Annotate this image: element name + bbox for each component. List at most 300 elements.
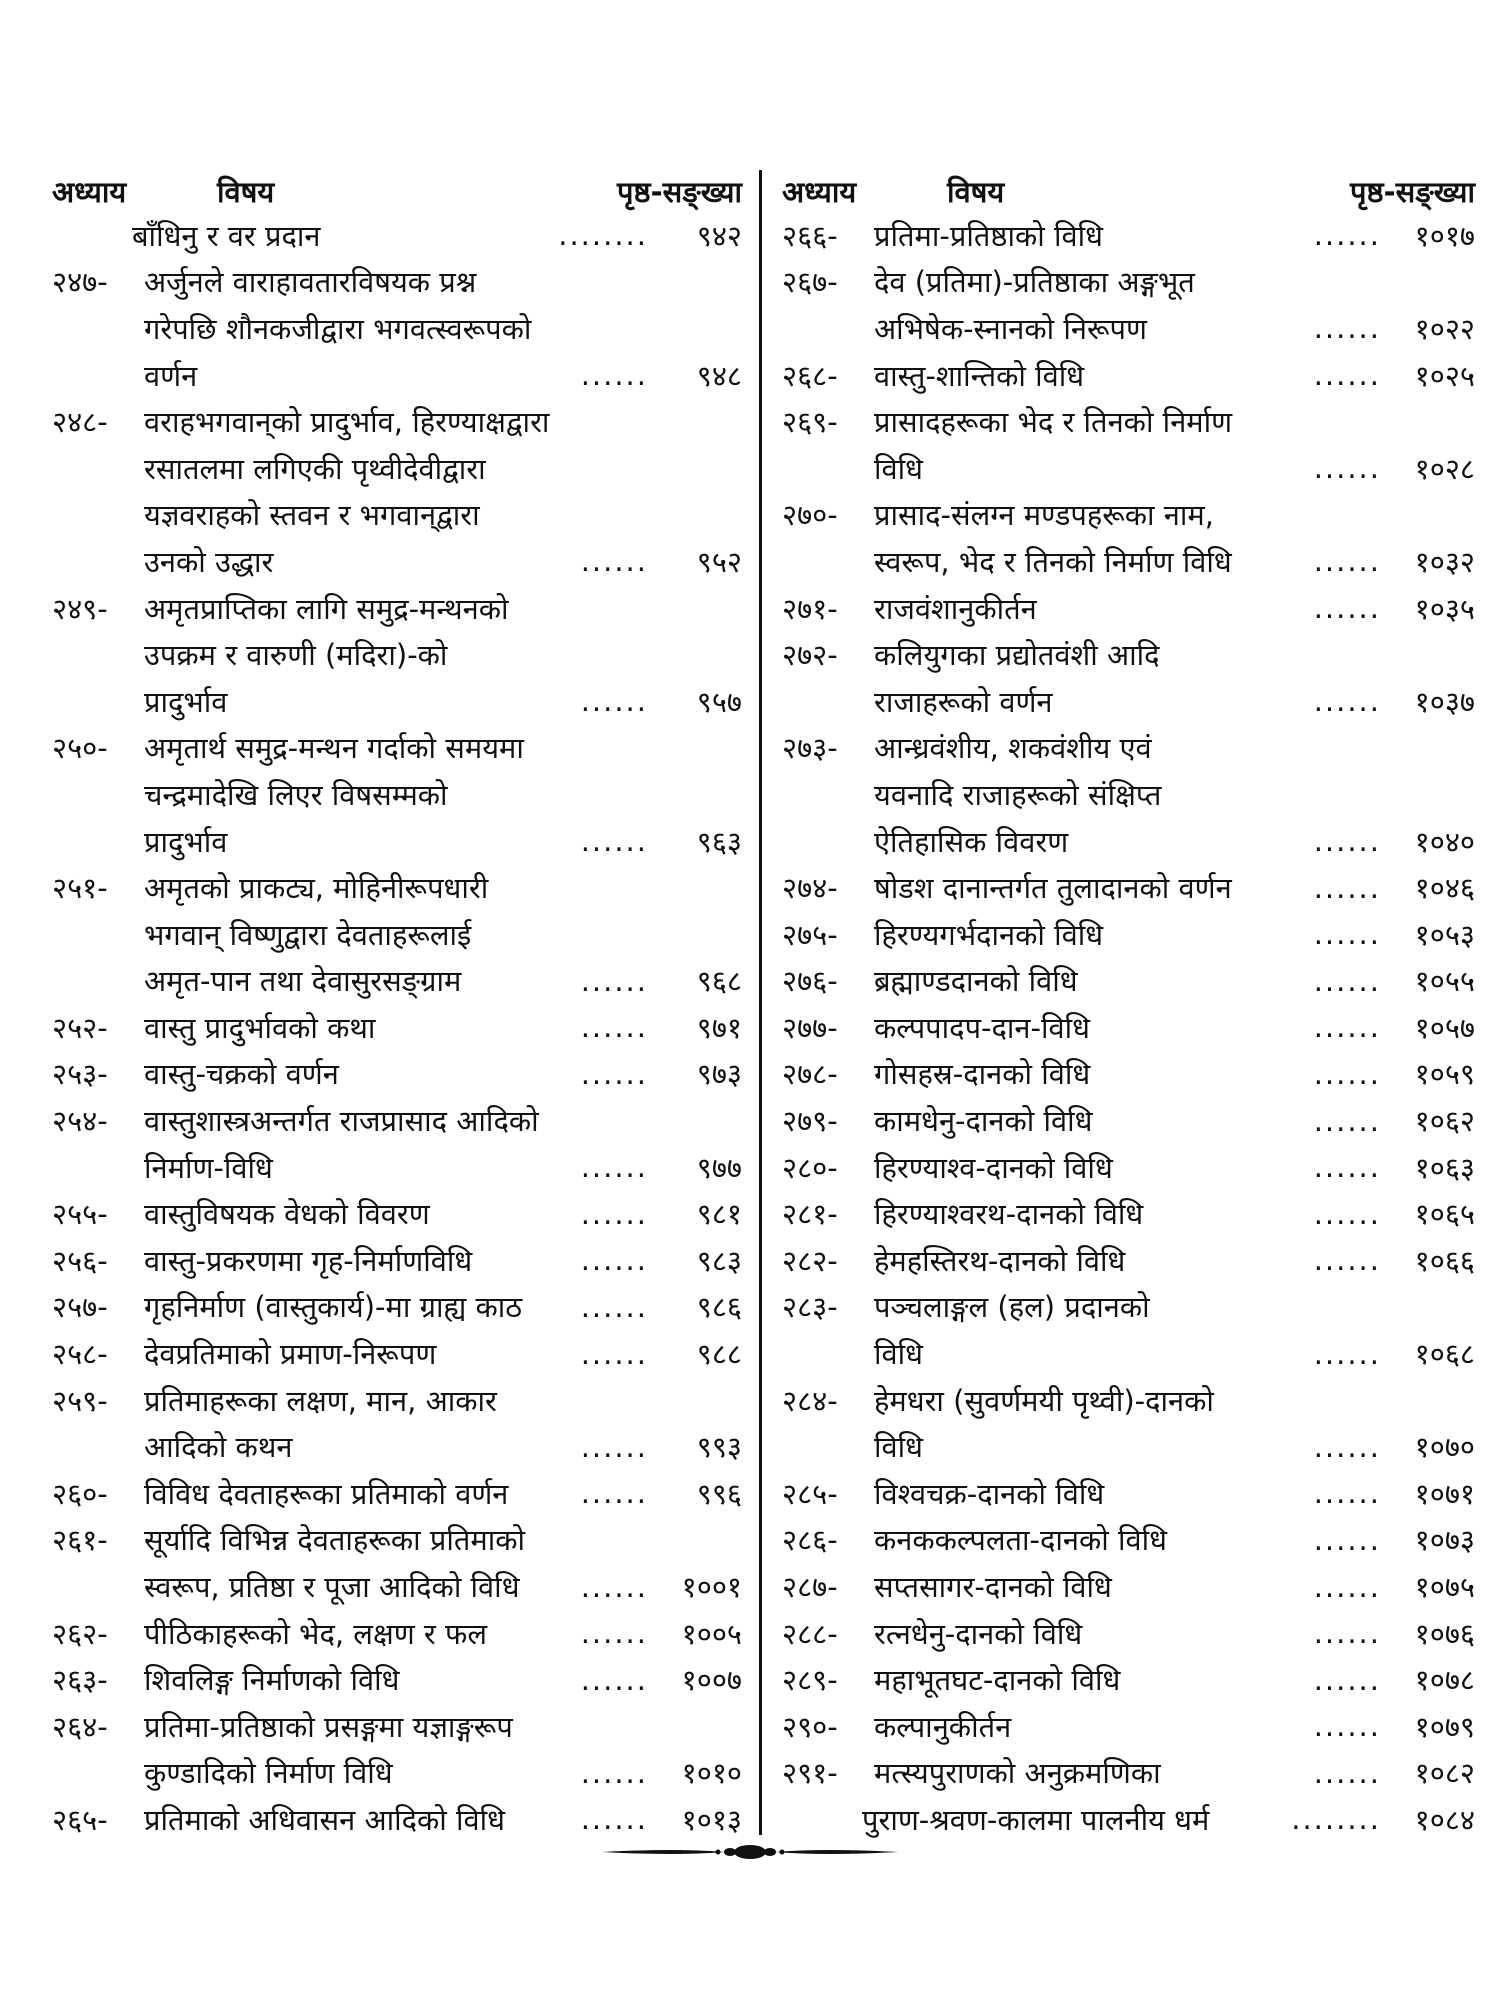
toc-line [52, 585, 742, 632]
dot-leader: ...... [1313, 1056, 1381, 1091]
toc-line [782, 398, 1475, 445]
toc-line [52, 818, 742, 865]
entry-title: वास्तुशास्त्रअन्तर्गत राजप्रासाद आदिको [144, 1104, 539, 1139]
chapter-number: २६७- [782, 265, 838, 300]
right-column [782, 170, 1475, 1843]
page-number: १०१७ [1414, 218, 1475, 253]
entry-title: हेमधरा (सुवर्णमयी पृथ्वी)-दानको [874, 1383, 1214, 1418]
page-number: १०७६ [1414, 1616, 1475, 1651]
toc-line [52, 1750, 742, 1797]
entry-title: स्वरूप, भेद र तिनको निर्माण विधि [874, 544, 1232, 579]
toc-line [52, 1377, 742, 1424]
chapter-number: २६३- [52, 1663, 108, 1698]
page-number: १०८२ [1414, 1756, 1475, 1791]
toc-entry [782, 1051, 1475, 1098]
toc-line [782, 492, 1475, 539]
page-number: १०५९ [1414, 1057, 1475, 1092]
page-number: १०३२ [1414, 544, 1475, 579]
chapter-number: २४९- [52, 591, 108, 626]
dot-leader: ...... [580, 1476, 648, 1511]
chapter-heading: अध्याय [782, 174, 857, 209]
toc-entry [782, 398, 1475, 491]
dot-leader: ...... [1313, 591, 1381, 626]
entry-title: महाभूतघट-दानको विधि [874, 1663, 1121, 1698]
toc-entry [782, 1470, 1475, 1517]
chapter-number: २८७- [782, 1570, 838, 1605]
page-number: १०७८ [1414, 1663, 1475, 1698]
dot-leader: ...... [580, 684, 648, 719]
entry-title: कामधेनु-दानको विधि [874, 1104, 1093, 1139]
toc-entry [52, 1377, 742, 1470]
page-number: ९९३ [696, 1430, 742, 1465]
page-number: १०५३ [1414, 917, 1475, 952]
dot-leader: ...... [1313, 1010, 1381, 1045]
toc-line [52, 212, 742, 259]
chapter-number: २६०- [52, 1476, 108, 1511]
chapter-number: २८६- [782, 1523, 838, 1558]
entry-title: भगवान् विष्णुद्वारा देवताहरूलाई [144, 917, 472, 952]
toc-line [782, 771, 1475, 818]
toc-line [52, 958, 742, 1005]
toc-entry [782, 911, 1475, 958]
page-number: ९६८ [696, 964, 742, 999]
page-ornament [600, 1835, 900, 1869]
toc-entry [782, 1190, 1475, 1237]
chapter-number: २७८- [782, 1057, 838, 1092]
toc-line [782, 1610, 1475, 1657]
page-number: १००१ [681, 1570, 742, 1605]
toc-line [52, 1563, 742, 1610]
entry-title: वर्णन [144, 358, 198, 393]
entry-title: अमृतको प्राकट्य, मोहिनीरूपधारी [144, 871, 489, 906]
chapter-number: २७७- [782, 1010, 838, 1045]
left-entries-list [52, 212, 742, 1843]
dot-leader: ...... [580, 1243, 648, 1278]
entry-title: निर्माण-विधि [144, 1150, 273, 1185]
toc-entry [782, 1237, 1475, 1284]
toc-entry [782, 1144, 1475, 1191]
chapter-number: २८१- [782, 1197, 838, 1232]
toc-line [52, 398, 742, 445]
toc-line [52, 1004, 742, 1051]
entry-title: आदिको कथन [144, 1430, 293, 1465]
page-number: १०६२ [1414, 1104, 1475, 1139]
chapter-number: २५२- [52, 1010, 108, 1045]
toc-line [782, 538, 1475, 585]
toc-line [782, 305, 1475, 352]
dot-leader: ...... [1313, 684, 1381, 719]
page-number: ९४२ [696, 218, 742, 253]
toc-line [52, 1190, 742, 1237]
toc-line [782, 1703, 1475, 1750]
toc-line [52, 1051, 742, 1098]
toc-line [782, 678, 1475, 725]
toc-entry [782, 1703, 1475, 1750]
page-number: १००७ [681, 1663, 742, 1698]
entry-title: विविध देवताहरूका प्रतिमाको वर्णन [144, 1476, 509, 1511]
entry-title: प्रादुर्भाव [144, 684, 228, 719]
page-heading: पृष्ठ-सङ्ख्या [617, 174, 742, 209]
chapter-number: २७६- [782, 964, 838, 999]
chapter-number: २७२- [782, 638, 838, 673]
toc-line [782, 1656, 1475, 1703]
entry-title: गरेपछि शौनकजीद्वारा भगवत्स्वरूपको [144, 311, 532, 346]
page-number: १०७९ [1414, 1709, 1475, 1744]
toc-line [782, 1470, 1475, 1517]
chapter-number: २५८- [52, 1337, 108, 1372]
page-number: ९४८ [696, 358, 742, 393]
toc-entry [782, 1610, 1475, 1657]
entry-title: बाँधिनु र वर प्रदान [132, 218, 321, 253]
toc-line [52, 445, 742, 492]
page-number: १०५५ [1414, 964, 1475, 999]
dot-leader: ...... [580, 1150, 648, 1185]
toc-line [52, 678, 742, 725]
chapter-number: २५४- [52, 1104, 108, 1139]
chapter-number: २७५- [782, 917, 838, 952]
entry-title: अमृतार्थ समुद्र-मन्थन गर्दाको समयमा [144, 731, 524, 766]
entry-title: सूर्यादि विभिन्न देवताहरूका प्रतिमाको [144, 1523, 526, 1558]
toc-line [782, 1330, 1475, 1377]
chapter-number: २५९- [52, 1383, 108, 1418]
chapter-number: २५१- [52, 871, 108, 906]
dot-leader: ...... [1313, 1616, 1381, 1651]
dot-leader: ...... [580, 1289, 648, 1324]
entry-title: प्रासाद-संलग्न मण्डपहरूका नाम, [874, 498, 1214, 533]
toc-entry [782, 1284, 1475, 1377]
page-number: १०६३ [1414, 1150, 1475, 1185]
chapter-number: २७४- [782, 871, 838, 906]
entry-title: रत्नधेनु-दानको विधि [874, 1616, 1083, 1651]
entry-title: कुण्डादिको निर्माण विधि [144, 1756, 393, 1791]
toc-entry [782, 1004, 1475, 1051]
toc-entry [52, 398, 742, 584]
dot-leader: ...... [580, 1802, 648, 1837]
entry-title: प्रतिमा-प्रतिष्ठाको प्रसङ्गमा यज्ञाङ्गरूप [144, 1709, 513, 1744]
page-number: ९७१ [696, 1010, 742, 1045]
entry-title: ऐतिहासिक विवरण [874, 824, 1069, 859]
toc-line [52, 305, 742, 352]
subject-heading: विषय [217, 174, 275, 209]
page-number: १०७३ [1414, 1523, 1475, 1558]
chapter-number: २५५- [52, 1197, 108, 1232]
page-number: १०६५ [1414, 1197, 1475, 1232]
toc-entry [52, 864, 742, 1004]
toc-line [782, 352, 1475, 399]
toc-line [52, 352, 742, 399]
toc-entry [52, 1517, 742, 1610]
toc-entry [52, 1330, 742, 1377]
entry-title: पञ्चलाङ्गल (हल) प्रदानको [874, 1290, 1150, 1325]
toc-line [52, 1423, 742, 1470]
chapter-number: २८०- [782, 1150, 838, 1185]
entry-title: प्रतिमाको अधिवासन आदिको विधि [144, 1802, 505, 1837]
entry-title: अभिषेक-स्नानको निरूपण [874, 311, 1147, 346]
dot-leader: ...... [1313, 870, 1381, 905]
toc-line [52, 771, 742, 818]
entry-title: विधि [874, 1337, 923, 1372]
page-number: १०५७ [1414, 1010, 1475, 1045]
toc-entry [782, 1563, 1475, 1610]
toc-line [52, 631, 742, 678]
toc-line [782, 1237, 1475, 1284]
toc-line [52, 259, 742, 306]
page-number: १०६६ [1414, 1243, 1475, 1278]
toc-line [782, 1423, 1475, 1470]
entry-title: वास्तु-चक्रको वर्णन [144, 1057, 339, 1092]
toc-line [782, 1517, 1475, 1564]
chapter-number: २९०- [782, 1709, 838, 1744]
entry-title: वराहभगवान्‌को प्रादुर्भाव, हिरण्याक्षद्वारा [144, 405, 550, 440]
dot-leader: ...... [1313, 1429, 1381, 1464]
toc-entry [52, 1703, 742, 1796]
toc-entry [782, 259, 1475, 352]
toc-entry [782, 492, 1475, 585]
toc-entry [52, 585, 742, 725]
entry-title: रसातलमा लगिएकी पृथ्वीदेवीद्वारा [144, 451, 486, 486]
page-number: ९९६ [696, 1476, 742, 1511]
entry-title: पुराण-श्रवण-कालमा पालनीय धर्म [862, 1802, 1210, 1837]
dot-leader: ...... [1313, 1243, 1381, 1278]
toc-entry [782, 864, 1475, 911]
entry-title: हेमहस्तिरथ-दानको विधि [874, 1243, 1126, 1278]
toc-line [782, 1563, 1475, 1610]
dot-leader: ...... [580, 1056, 648, 1091]
entry-title: ब्रह्माण्डदानको विधि [874, 964, 1078, 999]
dot-leader: ...... [1313, 1336, 1381, 1371]
toc-line [782, 725, 1475, 772]
dot-leader: ...... [1313, 218, 1381, 253]
dot-leader: ...... [1313, 311, 1381, 346]
page-number: १०३७ [1414, 684, 1475, 719]
page-number: १०८४ [1414, 1802, 1475, 1837]
dot-leader: ...... [580, 1010, 648, 1045]
chapter-number: २४७- [52, 265, 108, 300]
entry-title: गोसहस्र-दानको विधि [874, 1057, 1091, 1092]
toc-line [52, 1144, 742, 1191]
dot-leader: ...... [1313, 1103, 1381, 1138]
toc-entry [782, 725, 1475, 865]
toc-line [782, 1377, 1475, 1424]
dot-leader: ........ [1291, 1802, 1381, 1837]
entry-title: यवनादि राजाहरूको संक्षिप्त [874, 777, 1162, 812]
page-number: ९५२ [696, 544, 742, 579]
toc-line [782, 445, 1475, 492]
entry-title: कनककल्पलता-दानको विधि [874, 1523, 1167, 1558]
toc-entry [52, 1237, 742, 1284]
chapter-number: २५३- [52, 1057, 108, 1092]
toc-line [782, 259, 1475, 306]
chapter-number: २८८- [782, 1616, 838, 1651]
toc-line [782, 1144, 1475, 1191]
dot-leader: ...... [1313, 1709, 1381, 1744]
column-divider [759, 170, 762, 1835]
toc-line [782, 911, 1475, 958]
entry-title: वास्तु प्रादुर्भावको कथा [144, 1010, 376, 1045]
toc-entry [782, 1097, 1475, 1144]
entry-title: विश्वचक्र-दानको विधि [874, 1476, 1105, 1511]
toc-line [782, 1750, 1475, 1797]
page-number: ९८१ [696, 1197, 742, 1232]
chapter-number: २७३- [782, 731, 838, 766]
chapter-number: २७१- [782, 591, 838, 626]
toc-entry [782, 585, 1475, 632]
page-number: ९८६ [696, 1290, 742, 1325]
entry-title: यज्ञवराहको स्तवन र भगवान्‌द्वारा [144, 498, 480, 533]
dot-leader: ...... [580, 963, 648, 998]
entry-title: उनको उद्धार [144, 544, 274, 579]
dot-leader: ...... [580, 1429, 648, 1464]
toc-line [782, 1284, 1475, 1331]
toc-line [782, 212, 1475, 259]
toc-entry [782, 1377, 1475, 1470]
page-number: १०६८ [1414, 1337, 1475, 1372]
chapter-number: २५०- [52, 731, 108, 766]
entry-title: प्रादुर्भाव [144, 824, 228, 859]
entry-title: अर्जुनले वाराहावतारविषयक प्रश्न [144, 265, 477, 300]
dot-leader: ...... [1313, 917, 1381, 952]
right-entries-list [782, 212, 1475, 1843]
page-number: १०७१ [1414, 1476, 1475, 1511]
toc-line [52, 725, 742, 772]
chapter-number: २८४- [782, 1383, 838, 1418]
page-number: १०१३ [681, 1802, 742, 1837]
chapter-number: २४८- [52, 405, 108, 440]
page-number: १०७५ [1414, 1570, 1475, 1605]
dot-leader: ...... [1313, 544, 1381, 579]
toc-entry [782, 1517, 1475, 1564]
dot-leader: ...... [580, 358, 648, 393]
entry-title: वास्तु-शान्तिको विधि [874, 358, 1085, 393]
entry-title: वास्तुविषयक वेधको विवरण [144, 1197, 430, 1232]
toc-line [52, 1610, 742, 1657]
column-header [782, 170, 1475, 212]
toc-entry [782, 212, 1475, 259]
dot-leader: ...... [1313, 1569, 1381, 1604]
page-number: ९७७ [696, 1150, 742, 1185]
toc-line [782, 1004, 1475, 1051]
toc-entry [52, 725, 742, 865]
entry-title: अमृतप्राप्तिका लागि समुद्र-मन्थनको [144, 591, 509, 626]
toc-line [782, 1190, 1475, 1237]
entry-title: षोडश दानान्तर्गत तुलादानको वर्णन [874, 871, 1232, 906]
page-number: १०२२ [1414, 311, 1475, 346]
toc-line [782, 958, 1475, 1005]
entry-title: देव (प्रतिमा)-प्रतिष्ठाका अङ्गभूत [874, 265, 1195, 300]
page-number: १०२८ [1414, 451, 1475, 486]
toc-line [52, 1703, 742, 1750]
dot-leader: ...... [1313, 1755, 1381, 1790]
toc-line [52, 1097, 742, 1144]
toc-line [52, 1656, 742, 1703]
page-number: ९६३ [696, 824, 742, 859]
toc-line [52, 1284, 742, 1331]
page-number: १००५ [681, 1616, 742, 1651]
entry-title: प्रासादहरूका भेद र तिनको निर्माण [874, 405, 1233, 440]
entry-title: हिरण्याश्वरथ-दानको विधि [874, 1197, 1144, 1232]
entry-title: प्रतिमाहरूका लक्षण, मान, आकार [144, 1383, 497, 1418]
entry-title: स्वरूप, प्रतिष्ठा र पूजा आदिको विधि [144, 1570, 520, 1605]
toc-line [52, 911, 742, 958]
entry-title: अमृत-पान तथा देवासुरसङ्ग्राम [144, 964, 462, 999]
toc-line [782, 631, 1475, 678]
entry-title: देवप्रतिमाको प्रमाण-निरूपण [144, 1337, 437, 1372]
column-header [52, 170, 742, 212]
entry-title: वास्तु-प्रकरणमा गृह-निर्माणविधि [144, 1243, 473, 1278]
entry-title: शिवलिङ्ग निर्माणको विधि [144, 1663, 400, 1698]
page-number: १०१० [681, 1756, 742, 1791]
toc-line [782, 864, 1475, 911]
page-number: १०२५ [1414, 358, 1475, 393]
entry-title: कलियुगका प्रद्योतवंशी आदि [874, 638, 1160, 673]
page-heading: पृष्ठ-सङ्ख्या [1350, 174, 1475, 209]
chapter-number: २५७- [52, 1290, 108, 1325]
page-number: ९५७ [696, 684, 742, 719]
dot-leader: ...... [580, 1755, 648, 1790]
toc-entry [52, 1470, 742, 1517]
page-number: ९७३ [696, 1057, 742, 1092]
chapter-heading: अध्याय [52, 174, 127, 209]
page-number: ९८८ [696, 1337, 742, 1372]
toc-line [52, 1330, 742, 1377]
entry-title: हिरण्यगर्भदानको विधि [874, 917, 1104, 952]
dot-leader: ...... [1313, 1522, 1381, 1557]
dot-leader: ...... [1313, 358, 1381, 393]
dot-leader: ...... [1313, 1196, 1381, 1231]
toc-line [52, 492, 742, 539]
dot-leader: ........ [558, 218, 648, 253]
dot-leader: ...... [1313, 1150, 1381, 1185]
toc-entry [52, 1190, 742, 1237]
toc-entry [52, 1284, 742, 1331]
entry-title: पीठिकाहरूको भेद, लक्षण र फल [144, 1616, 488, 1651]
toc-entry [782, 631, 1475, 724]
toc-entry [52, 1097, 742, 1190]
entry-title: आन्ध्रवंशीय, शकवंशीय एवं [874, 731, 1152, 766]
entry-title: उपक्रम र वारुणी (मदिरा)-को [144, 638, 448, 673]
toc-line [52, 864, 742, 911]
dot-leader: ...... [580, 544, 648, 579]
chapter-number: २८५- [782, 1476, 838, 1511]
toc-line [52, 1517, 742, 1564]
toc-entry [782, 352, 1475, 399]
dot-leader: ...... [1313, 1662, 1381, 1697]
page-number: १०४६ [1414, 871, 1475, 906]
chapter-number: २६५- [52, 1802, 108, 1837]
dot-leader: ...... [580, 1569, 648, 1604]
entry-title: चन्द्रमादेखि लिएर विषसम्मको [144, 777, 448, 812]
toc-line [782, 585, 1475, 632]
entry-title: हिरण्याश्व-दानको विधि [874, 1150, 1113, 1185]
toc-line [782, 1097, 1475, 1144]
toc-entry [52, 1004, 742, 1051]
toc-entry [52, 259, 742, 399]
entry-title: राजाहरूको वर्णन [874, 684, 1053, 719]
toc-line [52, 1470, 742, 1517]
entry-title: गृहनिर्माण (वास्तुकार्य)-मा ग्राह्य काठ [144, 1290, 523, 1325]
toc-entry [782, 1656, 1475, 1703]
toc-entry [52, 212, 742, 259]
chapter-number: २६८- [782, 358, 838, 393]
entry-title: कल्पपादप-दान-विधि [874, 1010, 1090, 1045]
dot-leader: ...... [580, 1196, 648, 1231]
chapter-number: २७०- [782, 498, 838, 533]
chapter-number: २८३- [782, 1290, 838, 1325]
entry-title: प्रतिमा-प्रतिष्ठाको विधि [874, 218, 1103, 253]
page-number: १०४० [1414, 824, 1475, 859]
toc-entry [782, 1750, 1475, 1797]
chapter-number: २६४- [52, 1709, 108, 1744]
